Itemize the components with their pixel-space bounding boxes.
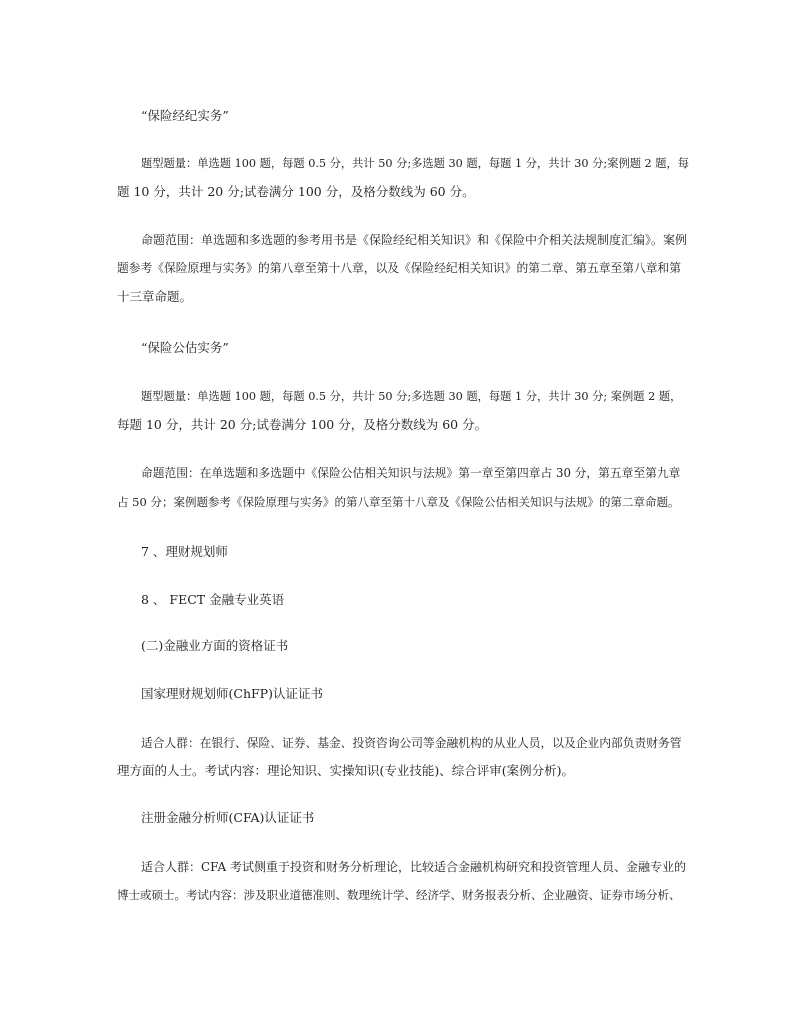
paragraph-line: 命题范围：在单选题和多选题中《保险公估相关知识与法规》第一章至第四章占 30 分，第五章至第九章 [141, 466, 681, 480]
section-heading-brokerage: “保险经纪实务” [141, 108, 229, 123]
paragraph-line: 适合人群：CFA 考试侧重于投资和财务分析理论，比较适合金融机构研究和投资管理人员、金融专业的 [141, 860, 686, 874]
certificate-title-cfa: 注册金融分析师(CFA)认证证书 [141, 810, 315, 825]
paragraph-line: 十三章命题。 [117, 289, 193, 304]
paragraph-line: 每题 10 分，共计 20 分;试卷满分 100 分，及格分数线为 60 分。 [117, 417, 488, 432]
paragraph-line: 占 50 分；案例题参考《保险原理与实务》的第八章至第十八章及《保险公估相关知识与法规》的第二章命题。 [117, 495, 680, 509]
paragraph-line: 博士或硕士。考试内容：涉及职业道德准则、数理统计学、经济学、财务报表分析、企业融资、证券市场分析、 [117, 888, 681, 902]
paragraph-line: 理方面的人士。考试内容：理论知识、实操知识(专业技能)、综合评审(案例分析)。 [117, 763, 575, 778]
paragraph-line: 适合人群：在银行、保险、证券、基金、投资咨询公司等金融机构的从业人员，以及企业内部负责财务管 [141, 736, 682, 750]
certificate-title-chfp: 国家理财规划师(ChFP)认证证书 [141, 686, 323, 701]
paragraph-line: 题参考《保险原理与实务》的第八章至第十八章，以及《保险经纪相关知识》的第二章、第五章至第八章和第 [117, 261, 681, 275]
list-item: 8 、 FECT 金融专业英语 [141, 592, 285, 607]
section-heading-assessment: “保险公估实务” [141, 340, 229, 355]
list-item: (二)金融业方面的资格证书 [141, 638, 289, 653]
paragraph-line: 题型题量：单选题 100 题，每题 0.5 分，共计 50 分;多选题 30 题，每题 1 分，共计 30 分; 案例题 2 题， [141, 390, 682, 403]
paragraph-line: 题 10 分，共计 20 分;试卷满分 100 分，及格分数线为 60 分。 [117, 184, 475, 199]
paragraph-line: 命题范围：单选题和多选题的参考用书是《保险经纪相关知识》和《保险中介相关法规制度汇编》。案例 [141, 233, 688, 247]
paragraph-line: 题型题量：单选题 100 题，每题 0.5 分，共计 50 分;多选题 30 题，每题 1 分，共计 30 分;案例题 2 题，每 [141, 157, 690, 170]
list-item: 7 、理财规划师 [141, 544, 228, 559]
